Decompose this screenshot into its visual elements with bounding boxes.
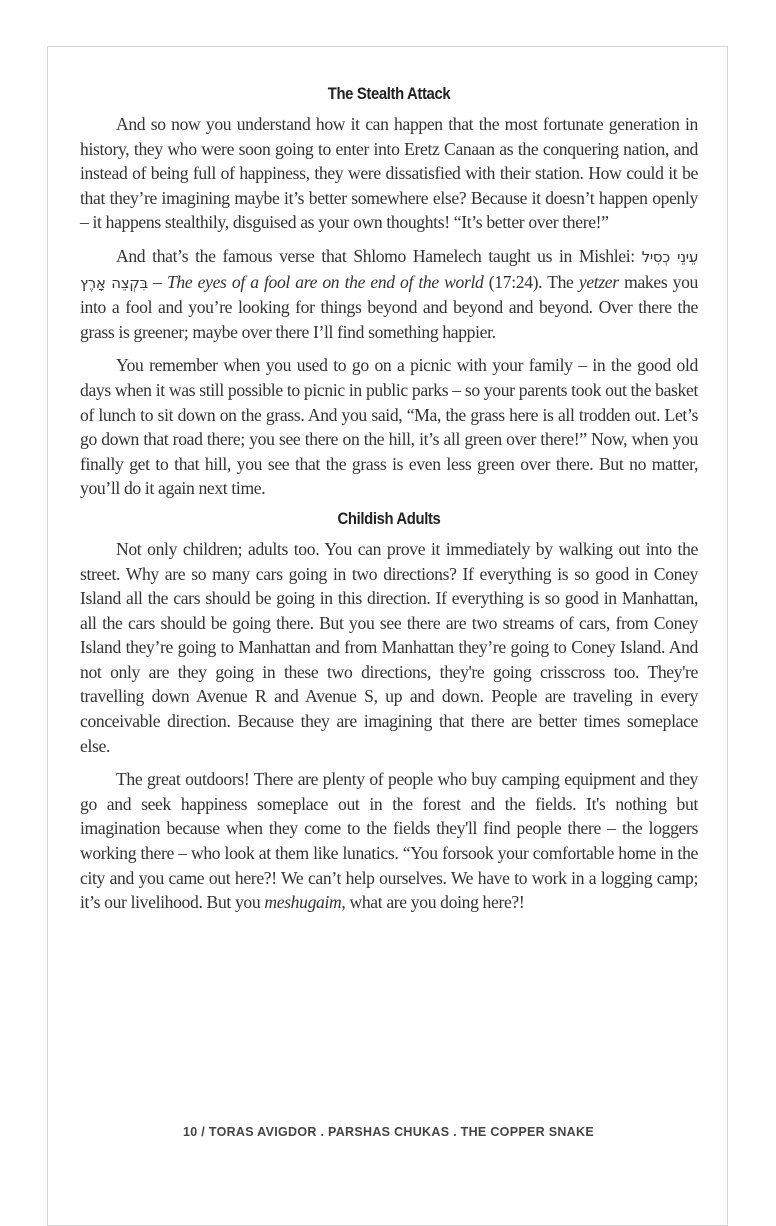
italic-term: yetzer <box>578 271 619 292</box>
text-run: The great outdoors! There are plenty of people who buy camping equipment and they go and seek happiness someplace out in the forest and the fields. It's nothing but imagination because when they come to the fields they'll find people there – the loggers working there – who look at them like lunatics. “You forsook your comfortable home in the city and you came out here?! We can’t help ourselves. We have to work in a logging camp; it’s our livelihood. But you <box>80 769 698 913</box>
paragraph: You remember when you used to go on a picnic with your family – in the good old days when it was still possible to picnic in public parks – so your parents took out the basket of lunch to sit down on the grass. And you said, “Ma, the grass here is all trodden out. Let’s go down that road there; you see there on the hill, it’s all green over there!” Now, when you finally get to that hill, you see that the grass is even less green over there. But no matter, you’ll do it again next time. <box>80 355 698 499</box>
paragraph <box>80 767 698 915</box>
verse-translation: The eyes of a fool are on the end of the world <box>166 271 484 292</box>
section-heading: Childish Adults <box>337 509 441 528</box>
text-run: (17:24). The <box>483 271 579 292</box>
italic-term: meshugaim <box>264 892 342 913</box>
text-run: makes you into a fool and you’re looking for things beyond and beyond and beyond. Over there the grass is greener; maybe over there I’ll find something happier. <box>80 271 698 342</box>
section-heading: The Stealth Attack <box>327 85 451 103</box>
page-footer: 10 / TORAS AVIGDOR . PARSHAS CHUKAS . THE COPPER SNAKE <box>183 1125 594 1139</box>
text-run: And that’s the famous verse that Shlomo Hamelech taught us in Mishlei: <box>116 245 642 266</box>
hebrew-verse: עֵינֵי כְסִיל בִּקְצֵה אָרֶץ <box>80 247 698 292</box>
paragraph <box>80 244 698 344</box>
text-run: , what are you doing here?! <box>341 892 525 913</box>
text-run: – <box>147 271 167 292</box>
document-page <box>47 46 728 1226</box>
paragraph: And so now you understand how it can happen that the most fortunate generation in history, they who were soon going to enter into Eretz Canaan as the conquering nation, and instead of being full of happiness, they were dissatisfied with their station. How could it be that they’re imagining maybe it’s better somewhere else? Because it doesn’t happen openly – it happens stealthily, disguised as your own thoughts! “It’s better over there!” <box>80 114 698 233</box>
paragraph: Not only children; adults too. You can prove it immediately by walking out into the street. Why are so many cars going in two directions? If everything is so good in Coney Island all the cars should be going in this direction. If everything is so good in Manhattan, all the cars should be going there. But you see there are two streams of cars, from Coney Island they’re going to Manhattan and from Manhattan they’re going to Coney Island. And not only are they going in these two directions, they're going crisscross too. They're travelling down Avenue R and Avenue S, up and down. People are traveling in every conceivable direction. Because they are imagining that there are better times someplace else. <box>80 538 698 756</box>
page-content <box>80 85 698 924</box>
